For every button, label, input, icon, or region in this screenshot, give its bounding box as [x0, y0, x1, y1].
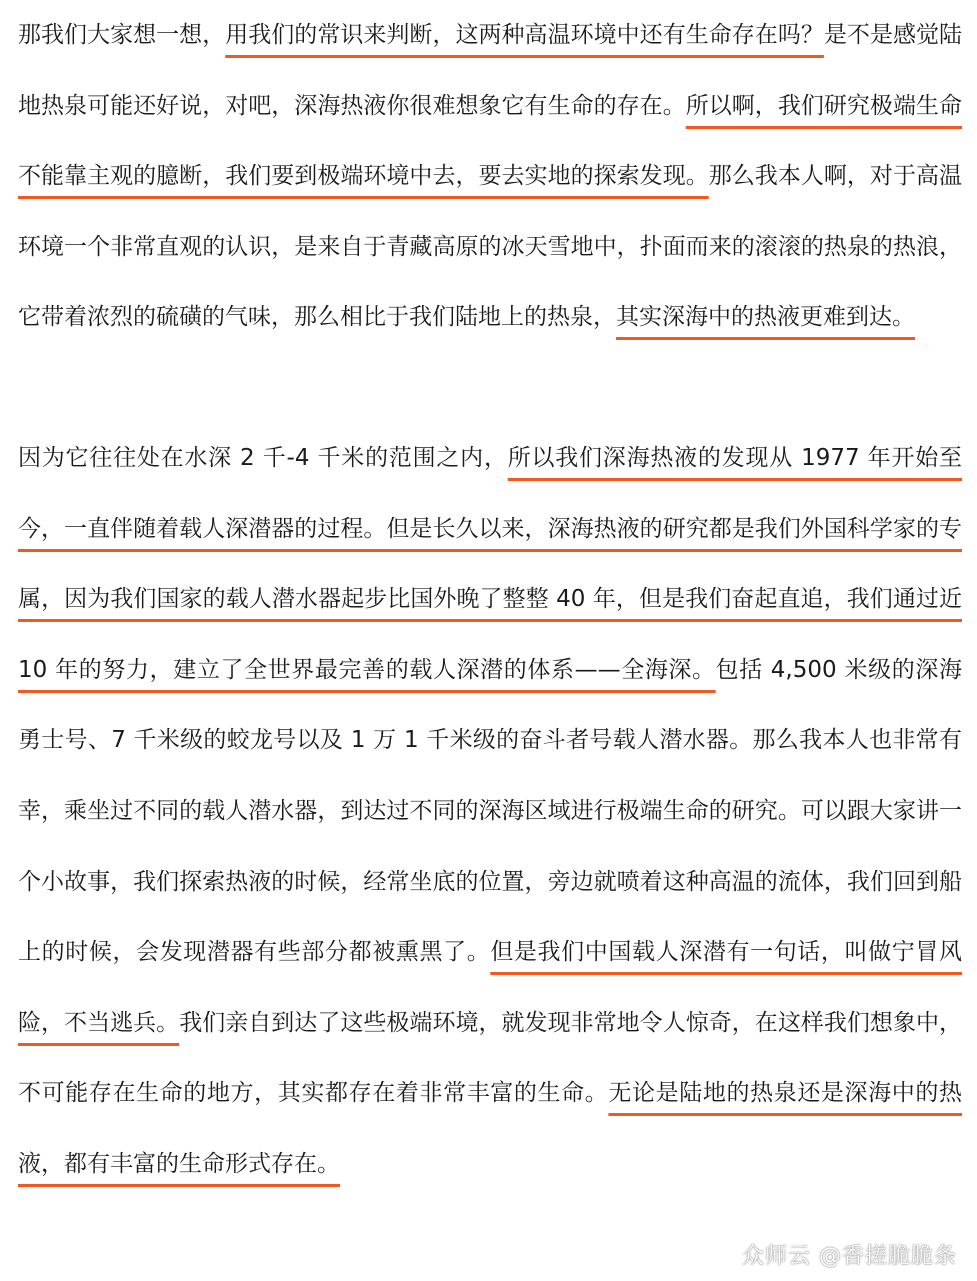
- paragraph-1: [18, 0, 962, 353]
- paragraph-segment: 是不是感觉陆地热泉可能还好说，对吧，深海热液你很难想象它有生命的存在。: [18, 22, 963, 119]
- paragraph-2: [18, 423, 962, 1200]
- highlighted-segment: 但是我们中国载人深潜有一句话，叫做宁冒风险，不当逃兵。: [18, 939, 963, 1036]
- paragraph-segment: 包括 4,500 米级的深海勇士号、7 千米级的蛟龙号以及 1 万 1 千米级的奋斗者号载人潜水器。那么我本人也非常有幸，乘坐过不同的载人潜水器，到达过不同的深海区域进行极端生命的研究。可以跟大家讲一个小故事，我们探索热液的时候，经常坐底的位置，旁边就喷着这种高温的流体，我们回到船上的时候，会发现潜器有些部分都被熏黑了。: [18, 656, 963, 966]
- paragraph-segment: 我们亲自到达了这些极端环境，就发现非常地令人惊奇，在这样我们想象中，不可能存在生命的地方，其实都存在着非常丰富的生命。: [18, 1009, 963, 1107]
- paragraph-segment: 那我们大家想一想，: [18, 22, 226, 48]
- highlighted-segment: 用我们的常识来判断，这两种高温环境中还有生命存在吗？: [225, 22, 824, 48]
- paragraph-segment: 那么我本人啊，对于高温环境一个非常直观的认识，是来自于青藏高原的冰天雪地中，扑面而来的滚滚的热泉的热浪，它带着浓烈的硫磺的气味，那么相比于我们陆地上的热泉，: [18, 163, 963, 331]
- highlighted-segment: 无论是陆地的热泉还是深海中的热液，都有丰富的生命形式存在。: [18, 1080, 963, 1177]
- paragraph-segment: 因为它往往处在水深 2 千-4 千米的范围之内，: [18, 444, 508, 471]
- highlighted-segment: 其实深海中的热液更难到达。: [616, 304, 915, 331]
- watermark: 众师云 @香搓脆脆条: [742, 1244, 957, 1269]
- highlighted-segment: 所以我们深海热液的发现从 1977 年开始至今，一直伴随着载人深潜器的过程。但是长久以来，深海热液的研究都是我们外国科学家的专属，因为我们国家的载人潜水器起步比国外晚了整整 40 年，但是我们奋起直追，我们通过近 10 年的努力，建立了全世界最完善的载人深潜的体系——全海深。: [18, 444, 963, 683]
- article-body: [18, 0, 962, 1200]
- highlighted-segment: 所以啊，我们研究极端生命不能靠主观的臆断，我们要到极端环境中去，要去实地的探索发现。: [18, 92, 963, 190]
